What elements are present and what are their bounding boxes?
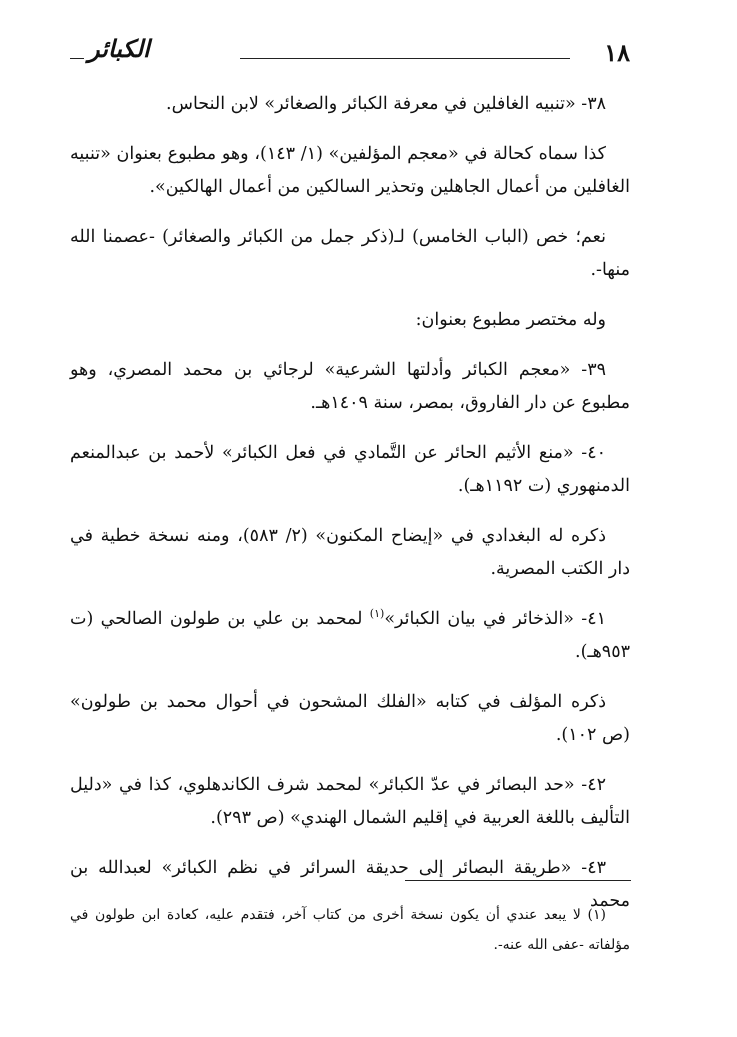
footnote-marker: (١) bbox=[369, 607, 385, 621]
item-41-author: لمحمد بن علي بن طولون الصالحي (ت ٩٥٣هـ). bbox=[70, 609, 630, 662]
paragraph-item-40: ٤٠- «منع الأثيم الحائر عن التَّمادي في فعل الكبائر» لأحمد بن عبدالمنعم الدمنهوري (ت ١١٩٢هـ). bbox=[70, 443, 630, 496]
paragraph-abridgment: وله مختصر مطبوع بعنوان: bbox=[415, 310, 606, 330]
item-41-title: ٤١- «الذخائر في بيان الكبائر» bbox=[384, 609, 607, 629]
footnote-divider bbox=[405, 880, 631, 881]
footnote-text: (١) لا يبعد عندي أن يكون نسخة أخرى من كتاب آخر، فتقدم عليه، كعادة ابن طولون في مؤلفاته -عفى الله عنه-. bbox=[70, 907, 630, 953]
footnote bbox=[70, 900, 630, 960]
paragraph-item-42: ٤٢- «حد البصائر في عدّ الكبائر» لمحمد شرف الكاندهلوي، كذا في «دليل التأليف باللغة العربية في إقليم الشمال الهندي» (ص ٢٩٣). bbox=[70, 775, 630, 828]
paragraph-item-43: ٤٣- «طريقة البصائر إلى حديقة السرائر في نظم الكبائر» لعبدالله بن محمد bbox=[70, 858, 630, 911]
paragraph-author-note: ذكره المؤلف في كتابه «الفلك المشحون في أحوال محمد بن طولون» (ص ١٠٢). bbox=[70, 692, 630, 745]
page-header bbox=[70, 36, 630, 70]
paragraph-item-38: ٣٨- «تنبيه الغافلين في معرفة الكبائر والصغائر» لابن النحاس. bbox=[166, 94, 606, 114]
paragraph-chapter-five: نعم؛ خص (الباب الخامس) لـ(ذكر جمل من الكبائر والصغائر) -عصمنا الله منها-. bbox=[70, 227, 630, 280]
page-body bbox=[70, 88, 630, 935]
running-title: الكبائر bbox=[88, 34, 150, 63]
paragraph-baghdadi-note: ذكره له البغدادي في «إيضاح المكنون» (٢/ ٥٨٣)، ومنه نسخة خطية في دار الكتب المصرية. bbox=[70, 526, 630, 579]
paragraph-item-39: ٣٩- «معجم الكبائر وأدلتها الشرعية» لرجائي بن محمد المصري، وهو مطبوع عن دار الفاروق، بمصر، سنة ١٤٠٩هـ. bbox=[70, 360, 630, 413]
page-number: ١٨ bbox=[604, 38, 630, 67]
paragraph-item-41 bbox=[70, 603, 630, 669]
header-rule bbox=[240, 58, 570, 59]
paragraph-kahhala-note: كذا سماه كحالة في «معجم المؤلفين» (١/ ١٤٣)، وهو مطبوع بعنوان «تنبيه الغافلين من أعمال الجاهلين وتحذير السالكين من أعمال الهالكين». bbox=[70, 144, 630, 197]
header-rule-short bbox=[70, 58, 84, 59]
